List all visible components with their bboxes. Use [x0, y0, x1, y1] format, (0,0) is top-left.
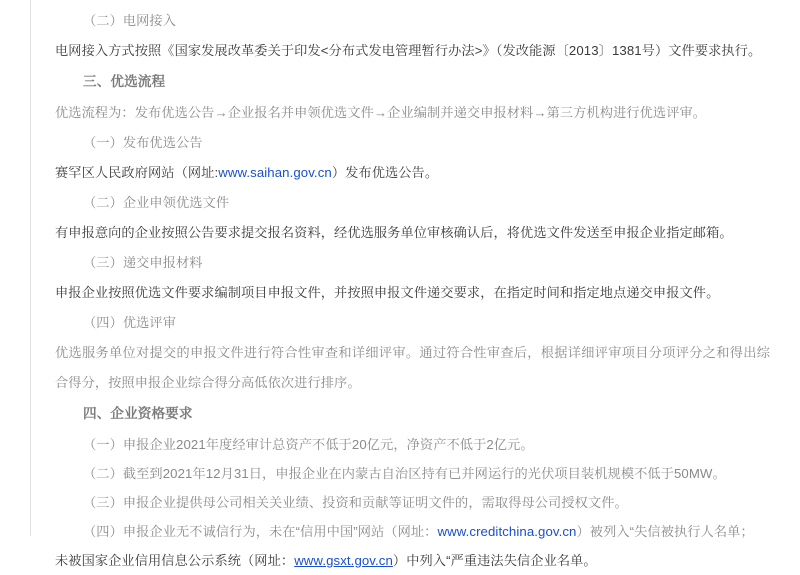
publish-notice-prefix: 赛罕区人民政府网站（网址:: [55, 165, 219, 180]
creditchina-link[interactable]: www.creditchina.gov.cn: [437, 524, 577, 539]
qualification-4-prefix: （四）申报企业无不诚信行为，未在“信用中国”网站（网址：: [83, 524, 438, 539]
publish-notice-suffix: ）发布优选公告。: [331, 165, 439, 180]
paragraph-qualification-4: [55, 517, 770, 546]
qualification-4-suffix: ）被列入“失信被执行人名单；: [576, 524, 754, 539]
paragraph-grid-connection-heading: （二）电网接入: [83, 13, 177, 28]
qualification-5-suffix: ）中列入“严重违法失信企业名单。: [392, 553, 597, 568]
paragraph-apply-documents-heading: （二）企业申领优选文件: [83, 195, 230, 210]
paragraph-publish-notice-text: [55, 158, 770, 188]
gsxt-link[interactable]: www.gsxt.gov.cn: [294, 553, 393, 568]
paragraph-submit-materials-heading: （三）递交申报材料: [83, 255, 203, 270]
section-heading-qualification: 四、企业资格要求: [83, 406, 193, 421]
saihan-gov-link[interactable]: www.saihan.gov.cn: [218, 165, 332, 180]
paragraph-process-overview: 优选流程为：发布优选公告→企业报名并申领优选文件→企业编制并递交申报材料→第三方机构进行优选评审。: [55, 105, 707, 120]
page-left-rule: [30, 0, 31, 536]
paragraph-review-heading: （四）优选评审: [83, 315, 177, 330]
paragraph-qualification-3: （三）申报企业提供母公司相关关业绩、投资和贡献等证明文件的，需取得母公司授权文件。: [83, 495, 628, 510]
paragraph-apply-documents-text: 有申报意向的企业按照公告要求提交报名资料，经优选服务单位审核确认后，将优选文件发送至申报企业指定邮箱。: [55, 225, 733, 240]
paragraph-qualification-5: [55, 546, 770, 575]
paragraph-qualification-1: （一）申报企业2021年度经审计总资产不低于20亿元，净资产不低于2亿元。: [83, 437, 534, 452]
paragraph-grid-connection-text: 电网接入方式按照《国家发展改革委关于印发<分布式发电管理暂行办法>》（发改能源〔2013〕1381号）文件要求执行。: [55, 43, 762, 58]
paragraph-publish-notice-heading: （一）发布优选公告: [83, 135, 203, 150]
paragraph-qualification-2: （二）截至到2021年12月31日，申报企业在内蒙古自治区持有已并网运行的光伏项目装机规模不低于50MW。: [83, 466, 726, 481]
section-heading-selection-process: 三、优选流程: [83, 74, 166, 89]
paragraph-review-text: 优选服务单位对提交的申报文件进行符合性审查和详细评审。通过符合性审查后，根据详细评审项目分项评分之和得出综合得分，按照申报企业综合得分高低依次进行排序。: [55, 345, 770, 390]
paragraph-submit-materials-text: 申报企业按照优选文件要求编制项目申报文件，并按照申报文件递交要求，在指定时间和指定地点递交申报文件。: [55, 285, 720, 300]
qualification-5-prefix: 未被国家企业信用信息公示系统（网址：: [55, 553, 295, 568]
